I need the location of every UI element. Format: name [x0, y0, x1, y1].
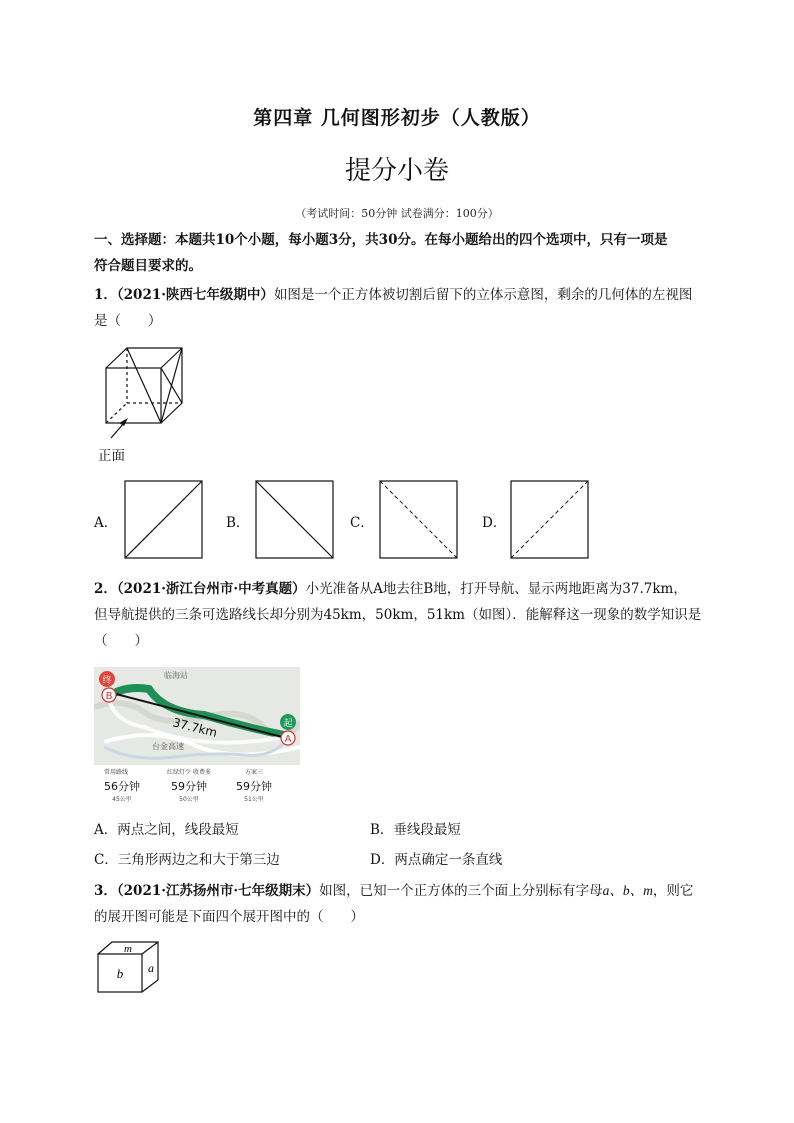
q2-option-a[interactable]: A．两点之间，线段最短	[94, 822, 239, 838]
cube-letter-a: a	[148, 961, 154, 975]
page-title: 第四章 几何图形初步（人教版）	[253, 107, 541, 129]
q1-source: （2021·陕西七年级期中）	[116, 287, 274, 303]
q1-option-a-figure[interactable]	[124, 480, 204, 560]
end-marker-label: 终	[102, 676, 112, 686]
q1-option-d-label[interactable]: D．	[482, 515, 507, 531]
q3-text-2: 的展开图可能是下面四个展开图中的（ ）	[94, 909, 364, 925]
cube-letter-m: m	[124, 943, 132, 955]
q3-text-b: ，则它	[652, 883, 694, 899]
section-line2: 符合题目要求的。	[94, 258, 202, 274]
q2-text-3: （ ）	[94, 633, 148, 649]
q1-option-c-figure[interactable]	[379, 480, 459, 560]
q3-text-a: 如图，已知一个正方体的三个面上分别标有字母	[319, 883, 603, 899]
cut-line-3	[161, 348, 182, 423]
q2-option-d[interactable]: D．两点确定一条直线	[370, 852, 503, 868]
exam-meta: （考试时间：50分钟 试卷满分：100分）	[295, 207, 499, 220]
start-marker-label: 起	[283, 719, 293, 729]
station-label: 临海站	[164, 671, 188, 680]
route-3-time: 59分钟	[236, 780, 272, 793]
q1-number: 1．	[94, 287, 117, 303]
q2-text-2: 但导航提供的三条可选路线长却分别为45km，50km，51km（如图）．能解释这一现象的数学知识是	[94, 607, 702, 623]
q1-option-a-label[interactable]: A．	[94, 515, 118, 531]
q2-option-b[interactable]: B．垂线段最短	[370, 822, 461, 838]
q2-number: 2．	[94, 581, 117, 597]
front-label: 正面	[98, 448, 125, 464]
road-label: 台金高速	[152, 742, 184, 751]
front-arrow	[111, 423, 124, 438]
q3-source: （2021·江苏扬州市·七年级期末）	[116, 883, 320, 899]
q2-map-figure	[94, 667, 300, 807]
route-1-name: 常用路线	[103, 769, 129, 776]
map-distance: 37.7km	[171, 715, 219, 740]
q1-option-b-figure[interactable]	[255, 480, 335, 560]
q1-text-2: 是（ ）	[94, 313, 162, 329]
q3-number: 3．	[94, 883, 117, 899]
route-3-dist: 51公里	[244, 796, 264, 803]
section-line1: 一、选择题：本题共10个小题，每小题3分，共30分。在每小题给出的四个选项中，只有一项是	[94, 232, 668, 248]
cube-front-face	[106, 368, 161, 423]
point-b-label: B	[105, 691, 113, 702]
question-2	[94, 576, 702, 654]
route-2-time: 59分钟	[171, 780, 207, 793]
q1-option-d-figure[interactable]	[510, 480, 590, 560]
q2-text: 小光准备从A地去往B地，打开导航、显示两地距离为37.7km，	[305, 581, 687, 597]
q3-cube-figure	[94, 938, 174, 998]
q1-option-b-label[interactable]: B．	[226, 515, 250, 531]
q2-source: （2021·浙江台州市·中考真题）	[116, 581, 306, 597]
cut-line-1	[127, 348, 161, 423]
q2-option-c[interactable]: C．三角形两边之和大于第三边	[94, 852, 280, 868]
route-1-time: 56分钟	[104, 780, 140, 793]
route-3-name: 方案三	[244, 769, 264, 776]
question-1	[94, 282, 702, 334]
route-2-dist: 50公里	[179, 796, 199, 803]
route-2-name: 红绿灯少 收费多	[167, 769, 211, 776]
page-subtitle: 提分小卷	[344, 156, 449, 186]
route-1-dist: 45公里	[112, 796, 132, 803]
q3-letters: a、b、m	[602, 883, 653, 898]
q1-text: 如图是一个正方体被切割后留下的立体示意图，剩余的几何体的左视图	[273, 287, 693, 303]
question-3	[94, 878, 702, 930]
q1-option-c-label[interactable]: C．	[350, 515, 374, 531]
section-instructions	[94, 227, 702, 279]
point-a-label: A	[284, 734, 292, 745]
cube-letter-b: b	[116, 966, 124, 981]
